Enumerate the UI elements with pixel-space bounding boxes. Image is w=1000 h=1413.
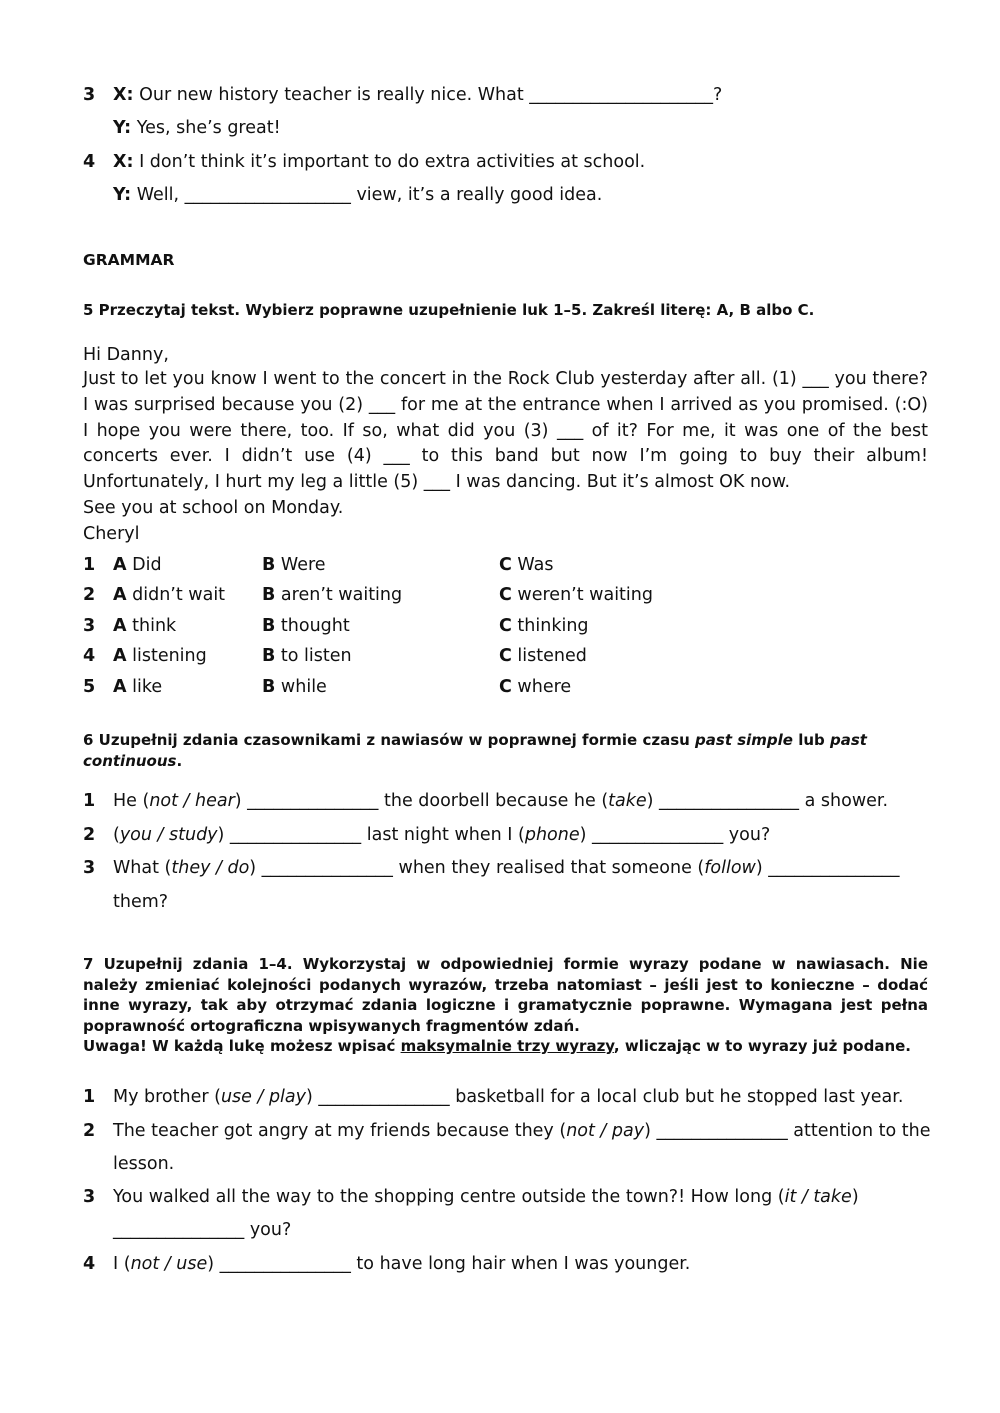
- option-b[interactable]: B to listen: [262, 646, 352, 666]
- exercise-7-sentence: The teacher got angry at my friends because they (not / pay) _______________ attention to the: [113, 1121, 931, 1141]
- exercise-6-instruction: 6 Uzupełnij zdania czasownikami z nawiasów w poprawnej formie czasu past simple lub past continuous.: [83, 731, 867, 770]
- exercise-6-sentence: He (not / hear) _______________ the doorbell because he (take) ________________ a shower.: [113, 791, 889, 811]
- option-c[interactable]: C where: [499, 677, 572, 697]
- option-b[interactable]: B aren’t waiting: [262, 585, 403, 605]
- option-row-number: 2: [83, 585, 96, 605]
- exercise-6-sentence-continuation: them?: [113, 892, 169, 912]
- option-row-number: 1: [83, 555, 96, 575]
- exercise-7-sentence: I (not / use) _______________ to have long hair when I was younger.: [113, 1254, 691, 1274]
- section-heading-grammar: GRAMMAR: [83, 251, 175, 269]
- dialogue-x-line: [113, 151, 645, 173]
- exercise-item-number: 1: [83, 1087, 96, 1107]
- exercise-item-number: 1: [83, 791, 96, 811]
- exercise-5-instruction: 5 Przeczytaj tekst. Wybierz poprawne uzupełnienie luk 1–5. Zakreśl literę: A, B albo C.: [83, 301, 815, 319]
- option-c[interactable]: C weren’t waiting: [499, 585, 653, 605]
- exercise-6-sentence: (you / study) _______________ last night when I (phone) _______________ you?: [113, 825, 771, 845]
- letter-greeting: Hi Danny,: [83, 345, 169, 365]
- dialogue-y-line: [113, 117, 281, 139]
- option-row-number: 4: [83, 646, 96, 666]
- option-b[interactable]: B Were: [262, 555, 326, 575]
- speaker-x-label: X:: [113, 85, 134, 105]
- letter-closing: See you at school on Monday.: [83, 498, 344, 518]
- option-a[interactable]: A think: [113, 616, 177, 636]
- dialogue-x-text: I don’t think it’s important to do extra activities at school.: [139, 152, 646, 172]
- dialogue-x-line: [113, 84, 722, 106]
- option-a[interactable]: A Did: [113, 555, 162, 575]
- exercise-item-number: 3: [83, 858, 96, 878]
- dialogue-y-text: Yes, she’s great!: [136, 118, 281, 138]
- exercise-item-number: 3: [83, 1187, 96, 1207]
- exercise-item-number: 2: [83, 1121, 96, 1141]
- exercise-7-sentence: You walked all the way to the shopping centre outside the town?! How long (it / take): [113, 1187, 859, 1207]
- speaker-y-label: Y:: [113, 185, 132, 205]
- option-c[interactable]: C listened: [499, 646, 587, 666]
- option-row-number: 3: [83, 616, 96, 636]
- dialogue-item-number: 4: [83, 152, 96, 172]
- dialogue-y-line: [113, 184, 602, 206]
- exercise-item-number: 4: [83, 1254, 96, 1274]
- dialogue-x-text: Our new history teacher is really nice. What _____________________?: [139, 85, 723, 105]
- option-c[interactable]: C Was: [499, 555, 554, 575]
- letter-body: Just to let you know I went to the concert in the Rock Club yesterday after all. (1) ___ you there? I was surprised because you (2) ___ for me at the entrance when I arrived as you promised. (:O) I hope you were there, too. If so, what did you (3) ___ of it? For me, it was one of the best concerts ever. I didn’t use (4) ___ to this band but now I’m going to buy their album! Unfortunately, I hurt my leg a little (5) ___ I was dancing. But it’s almost OK now.: [83, 369, 928, 493]
- exercise-6-sentence: What (they / do) _______________ when they realised that someone (follow) _______________: [113, 858, 900, 878]
- exercise-7-sentence-continuation: lesson.: [113, 1154, 175, 1174]
- exercise-7-sentence-continuation: _______________ you?: [113, 1220, 292, 1240]
- option-b[interactable]: B thought: [262, 616, 350, 636]
- dialogue-item-number: 3: [83, 85, 96, 105]
- exercise-7-sentence: My brother (use / play) _______________ basketball for a local club but he stopped last year.: [113, 1087, 904, 1107]
- letter-signature: Cheryl: [83, 524, 140, 544]
- exercise-item-number: 2: [83, 825, 96, 845]
- option-a[interactable]: A like: [113, 677, 163, 697]
- speaker-y-label: Y:: [113, 118, 132, 138]
- option-row-number: 5: [83, 677, 96, 697]
- dialogue-y-text: Well, ___________________ view, it’s a really good idea.: [136, 185, 603, 205]
- option-c[interactable]: C thinking: [499, 616, 589, 636]
- option-a[interactable]: A didn’t wait: [113, 585, 226, 605]
- speaker-x-label: X:: [113, 152, 134, 172]
- option-b[interactable]: B while: [262, 677, 327, 697]
- option-a[interactable]: A listening: [113, 646, 207, 666]
- exercise-7-instruction: 7 Uzupełnij zdania 1–4. Wykorzystaj w odpowiedniej formie wyrazy podane w nawiasach. Nie należy zmieniać kolejności podanych wyrazów, trzeba natomiast – jeśli jest to konieczne – dodać inne wyrazy, tak aby otrzymać zdania logiczne i gramatycznie poprawne. Wymagana jest pełna poprawność ortograficzna wpisywanych fragmentów zdań.: [83, 955, 928, 1035]
- exercise-7-warning: Uwaga! W każdą lukę możesz wpisać maksymalnie trzy wyrazy, wliczając w to wyrazy już podane.: [83, 1037, 911, 1055]
